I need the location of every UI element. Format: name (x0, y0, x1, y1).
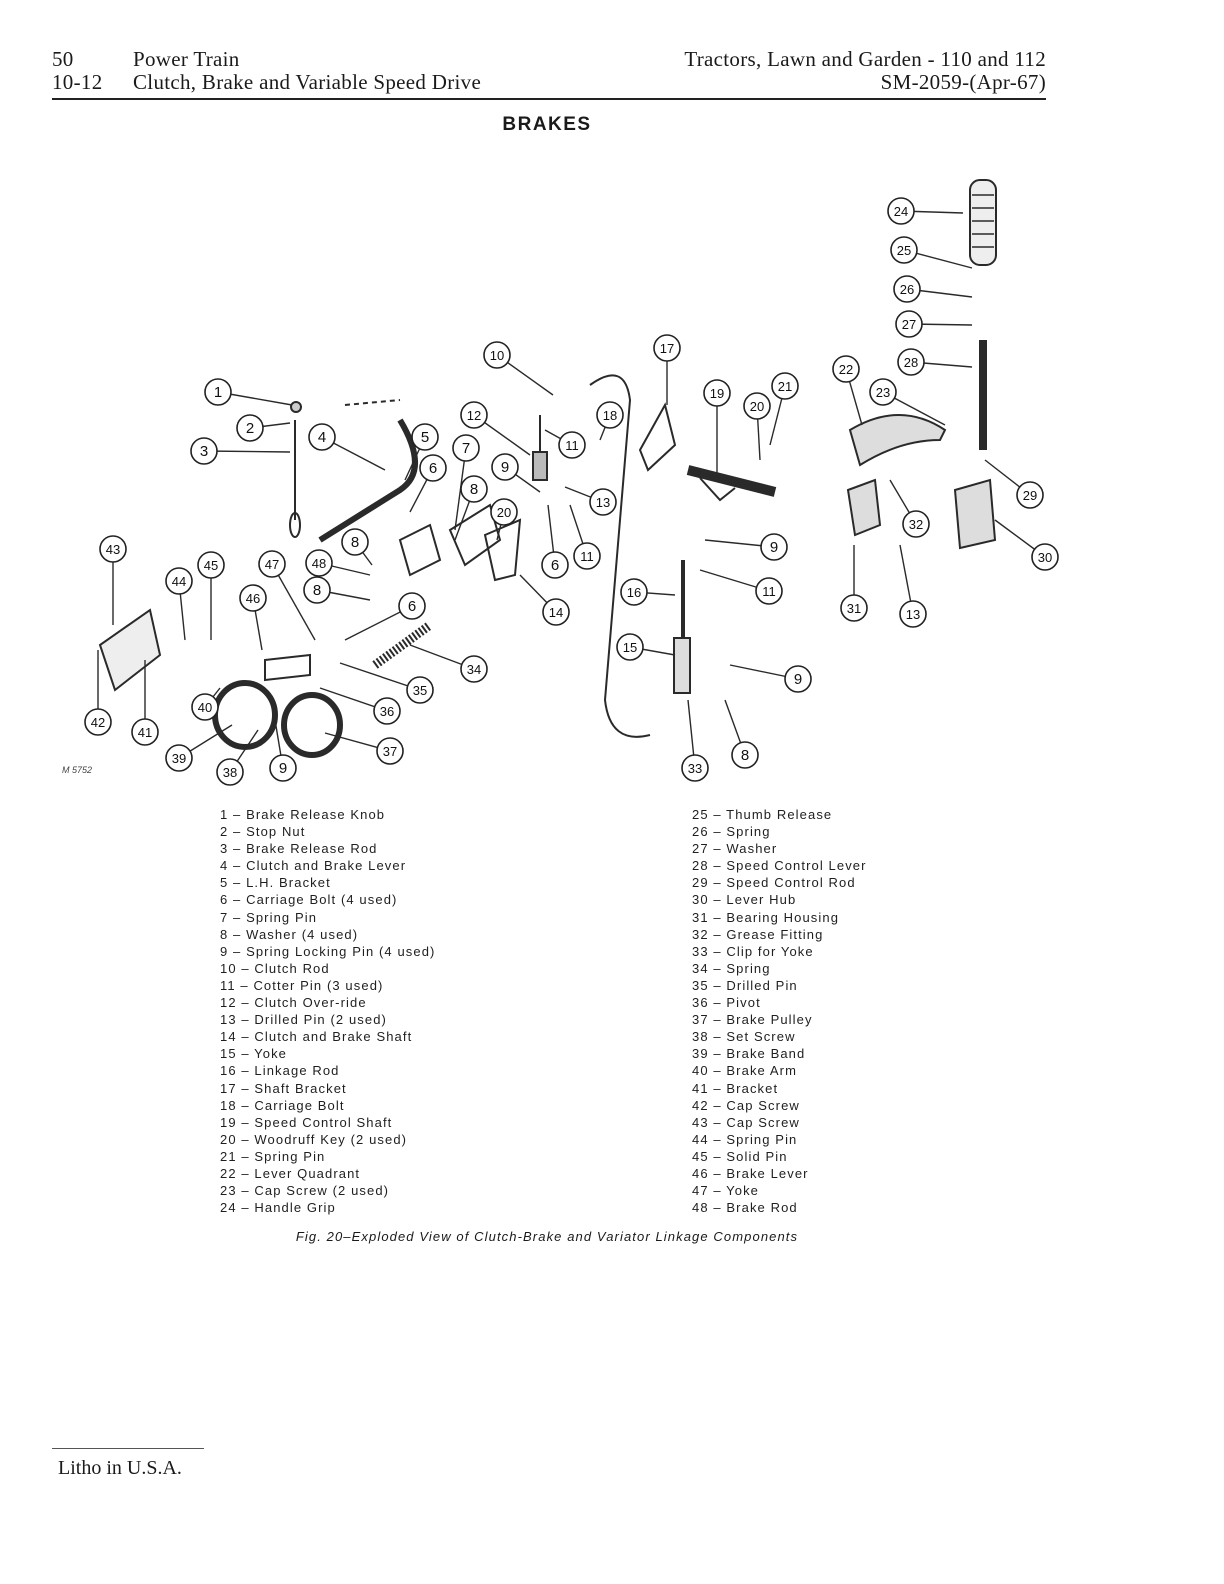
callout-group (85, 198, 1058, 785)
legend-item: 46 – Brake Lever (692, 1165, 809, 1181)
callout-label: 25 (896, 243, 912, 258)
legend-item: 9 – Spring Locking Pin (4 used) (220, 943, 436, 959)
callout-label: 48 (311, 556, 327, 571)
callout-label: 2 (245, 420, 255, 437)
callout-label: 9 (500, 459, 510, 476)
callout-48 (306, 550, 332, 576)
callout-label: 29 (1022, 488, 1038, 503)
part-yoke (674, 638, 690, 693)
page-number: 50 (52, 47, 74, 71)
callout-9 (761, 534, 787, 560)
part-brake-release-knob (291, 402, 301, 412)
callout-label: 11 (565, 438, 579, 453)
legend-item: 39 – Brake Band (692, 1046, 806, 1062)
callout-39 (166, 745, 192, 771)
callout-label: 17 (659, 341, 675, 356)
callout-27 (896, 311, 922, 337)
callout-label: 32 (908, 517, 924, 532)
legend-item: 2 – Stop Nut (220, 824, 306, 840)
callout-13 (590, 489, 616, 515)
callout-19 (704, 380, 730, 406)
callout-20 (744, 393, 770, 419)
part-brake-band (215, 683, 275, 747)
callout-44 (166, 568, 192, 594)
legend-item: 31 – Bearing Housing (692, 909, 840, 925)
figure-caption: Fig. 20–Exploded View of Clutch-Brake and Variator Linkage Components (295, 1229, 799, 1244)
callout-label: 20 (749, 399, 765, 414)
callout-8 (732, 742, 758, 768)
legend-item: 8 – Washer (4 used) (220, 926, 359, 942)
callout-17 (654, 335, 680, 361)
callout-label: 8 (312, 582, 322, 599)
callout-22 (833, 356, 859, 382)
legend-item: 47 – Yoke (692, 1183, 760, 1199)
legend-item: 48 – Brake Rod (692, 1200, 798, 1216)
legend-item: 16 – Linkage Rod (220, 1063, 340, 1079)
callout-31 (841, 595, 867, 621)
legend-item: 34 – Spring (692, 960, 771, 976)
callout-6 (420, 455, 446, 481)
callout-12 (461, 402, 487, 428)
callout-5 (412, 424, 438, 450)
legend-item: 41 – Bracket (692, 1080, 779, 1096)
callout-label: 6 (428, 460, 438, 477)
legend-item: 5 – L.H. Bracket (220, 875, 331, 891)
manual-id: SM-2059-(Apr-67) (880, 70, 1046, 94)
legend-item: 29 – Speed Control Rod (692, 875, 856, 891)
section-number: 10-12 (52, 70, 103, 94)
exploded-diagram (0, 130, 1224, 790)
legend-item: 40 – Brake Arm (692, 1063, 797, 1079)
manual-title: Tractors, Lawn and Garden - 110 and 112 (684, 47, 1046, 71)
callout-14 (543, 599, 569, 625)
callout-label: 42 (90, 715, 106, 730)
callout-10 (484, 342, 510, 368)
part-brake-pulley (284, 695, 340, 755)
callout-9 (270, 755, 296, 781)
callout-42 (85, 709, 111, 735)
callout-label: 5 (420, 429, 430, 446)
callout-26 (894, 276, 920, 302)
callout-label: 43 (105, 542, 121, 557)
callout-41 (132, 719, 158, 745)
legend-item: 23 – Cap Screw (2 used) (220, 1183, 390, 1199)
page-title: BRAKES (502, 114, 592, 135)
part-bearing-housing (848, 480, 880, 535)
callout-23 (870, 379, 896, 405)
callout-label: 11 (762, 584, 776, 599)
callout-8 (461, 476, 487, 502)
part-clutch-over-ride (533, 452, 547, 480)
callout-37 (377, 738, 403, 764)
callout-label: 19 (709, 386, 725, 401)
legend-item: 18 – Carriage Bolt (220, 1097, 345, 1113)
legend-item: 17 – Shaft Bracket (220, 1080, 347, 1096)
callout-label: 36 (379, 704, 395, 719)
callout-36 (374, 698, 400, 724)
callout-label: 6 (550, 557, 560, 574)
callout-label: 47 (264, 557, 280, 572)
part-spring (375, 625, 430, 665)
callout-24 (888, 198, 914, 224)
callout-label: 1 (213, 384, 223, 401)
callout-label: 46 (245, 591, 261, 606)
part-stop-nuts (345, 400, 400, 405)
callout-label: 33 (687, 761, 703, 776)
callout-label: 22 (838, 362, 854, 377)
callout-label: 45 (203, 558, 219, 573)
legend-item: 25 – Thumb Release (692, 807, 833, 822)
callout-25 (891, 237, 917, 263)
callout-label: 20 (496, 505, 512, 520)
callout-label: 39 (171, 751, 187, 766)
figure-id: M 5752 (62, 765, 93, 775)
part-lh-bracket (400, 525, 440, 575)
callout-2 (237, 415, 263, 441)
callout-label: 30 (1037, 550, 1053, 565)
legend-item: 37 – Brake Pulley (692, 1012, 813, 1028)
callout-11 (559, 432, 585, 458)
callout-label: 8 (469, 481, 479, 498)
legend-item: 20 – Woodruff Key (2 used) (220, 1131, 408, 1147)
callout-30 (1032, 544, 1058, 570)
callout-label: 3 (199, 443, 209, 460)
callout-label: 31 (846, 601, 862, 616)
callout-16 (621, 579, 647, 605)
legend-item: 7 – Spring Pin (220, 909, 318, 925)
subsection-title: Clutch, Brake and Variable Speed Drive (133, 70, 482, 94)
callout-9 (492, 454, 518, 480)
callout-label: 8 (740, 747, 750, 764)
header-rule (52, 98, 1046, 100)
legend-item: 19 – Speed Control Shaft (220, 1114, 393, 1130)
legend-item: 21 – Spring Pin (220, 1148, 326, 1164)
callout-7 (453, 435, 479, 461)
legend-item: 15 – Yoke (220, 1046, 288, 1062)
callout-label: 12 (466, 408, 482, 423)
callout-6 (399, 593, 425, 619)
callout-47 (259, 551, 285, 577)
callout-label: 41 (137, 725, 153, 740)
callout-label: 16 (626, 585, 642, 600)
callout-label: 10 (489, 348, 505, 363)
callout-label: 9 (278, 760, 288, 777)
callout-label: 6 (407, 598, 417, 615)
legend-item: 35 – Drilled Pin (692, 977, 798, 993)
legend-item: 3 – Brake Release Rod (220, 841, 378, 857)
part-lever-hub (955, 480, 995, 548)
callout-label: 38 (222, 765, 238, 780)
legend-left (220, 806, 435, 1216)
legend-item: 42 – Cap Screw (692, 1097, 800, 1113)
legend-item: 14 – Clutch and Brake Shaft (220, 1029, 413, 1045)
callout-label: 40 (197, 700, 213, 715)
part-bracket-lower (100, 610, 160, 690)
legend-item: 12 – Clutch Over-ride (220, 995, 367, 1011)
callout-28 (898, 349, 924, 375)
callout-15 (617, 634, 643, 660)
callout-38 (217, 759, 243, 785)
callout-43 (100, 536, 126, 562)
callout-9 (785, 666, 811, 692)
legend-item: 28 – Speed Control Lever (692, 858, 867, 874)
legend-item: 32 – Grease Fitting (692, 926, 824, 942)
callout-label: 7 (461, 440, 471, 457)
callout-label: 44 (171, 574, 187, 589)
part-brake-lever (265, 655, 310, 680)
part-shaft-bracket (640, 405, 675, 470)
callout-6 (542, 552, 568, 578)
callout-label: 27 (901, 317, 917, 332)
legend-item: 30 – Lever Hub (692, 892, 797, 908)
legend-item: 43 – Cap Screw (692, 1114, 800, 1130)
callout-label: 26 (899, 282, 915, 297)
footer-text: Litho in U.S.A. (58, 1457, 182, 1479)
callout-13 (900, 601, 926, 627)
legend-item: 1 – Brake Release Knob (220, 807, 386, 822)
callout-33 (682, 755, 708, 781)
callout-35 (407, 677, 433, 703)
callout-18 (597, 402, 623, 428)
callout-1 (205, 379, 231, 405)
part-clutch-brake-shaft-arm (485, 520, 520, 580)
legend-item: 4 – Clutch and Brake Lever (220, 858, 407, 874)
legend-item: 33 – Clip for Yoke (692, 943, 814, 959)
callout-11 (756, 578, 782, 604)
callout-4 (309, 424, 335, 450)
section-title: Power Train (133, 47, 240, 71)
callout-label: 14 (548, 605, 564, 620)
legend-item: 36 – Pivot (692, 995, 761, 1011)
legend-item: 10 – Clutch Rod (220, 960, 330, 976)
callout-label: 8 (350, 534, 360, 551)
callout-46 (240, 585, 266, 611)
legend-item: 13 – Drilled Pin (2 used) (220, 1012, 387, 1028)
legend-item: 44 – Spring Pin (692, 1131, 798, 1147)
callout-label: 23 (875, 385, 891, 400)
callout-45 (198, 552, 224, 578)
callout-label: 4 (317, 429, 327, 446)
callout-label: 18 (602, 408, 618, 423)
callout-20 (491, 499, 517, 525)
callout-label: 35 (412, 683, 428, 698)
legend-item: 24 – Handle Grip (220, 1200, 336, 1216)
callout-label: 24 (893, 204, 909, 219)
callout-label: 28 (903, 355, 919, 370)
footer-rule (52, 1448, 204, 1449)
legend-item: 27 – Washer (692, 841, 778, 857)
callout-8 (342, 529, 368, 555)
callout-label: 11 (580, 549, 594, 564)
callout-label: 9 (769, 539, 779, 556)
callout-label: 15 (622, 640, 638, 655)
legend-item: 45 – Solid Pin (692, 1148, 788, 1164)
legend-item: 22 – Lever Quadrant (220, 1165, 361, 1181)
callout-11 (574, 543, 600, 569)
callout-32 (903, 511, 929, 537)
diagram-parts (100, 180, 996, 755)
callout-label: 37 (382, 744, 398, 759)
callout-label: 13 (905, 607, 921, 622)
callout-29 (1017, 482, 1043, 508)
callout-40 (192, 694, 218, 720)
callout-label: 13 (595, 495, 611, 510)
legend-item: 26 – Spring (692, 824, 771, 840)
legend-item: 38 – Set Screw (692, 1029, 796, 1045)
callout-21 (772, 373, 798, 399)
callout-8 (304, 577, 330, 603)
callout-label: 34 (466, 662, 482, 677)
callout-3 (191, 438, 217, 464)
part-handle-grip (970, 180, 996, 265)
part-lever-quadrant (850, 415, 945, 465)
legend-item: 6 – Carriage Bolt (4 used) (220, 892, 398, 908)
part-speed-control-shaft (688, 470, 775, 492)
legend-item: 11 – Cotter Pin (3 used) (220, 977, 384, 993)
callout-label: 9 (793, 671, 803, 688)
callout-label: 21 (777, 379, 793, 394)
legend-right (692, 806, 867, 1216)
callout-34 (461, 656, 487, 682)
